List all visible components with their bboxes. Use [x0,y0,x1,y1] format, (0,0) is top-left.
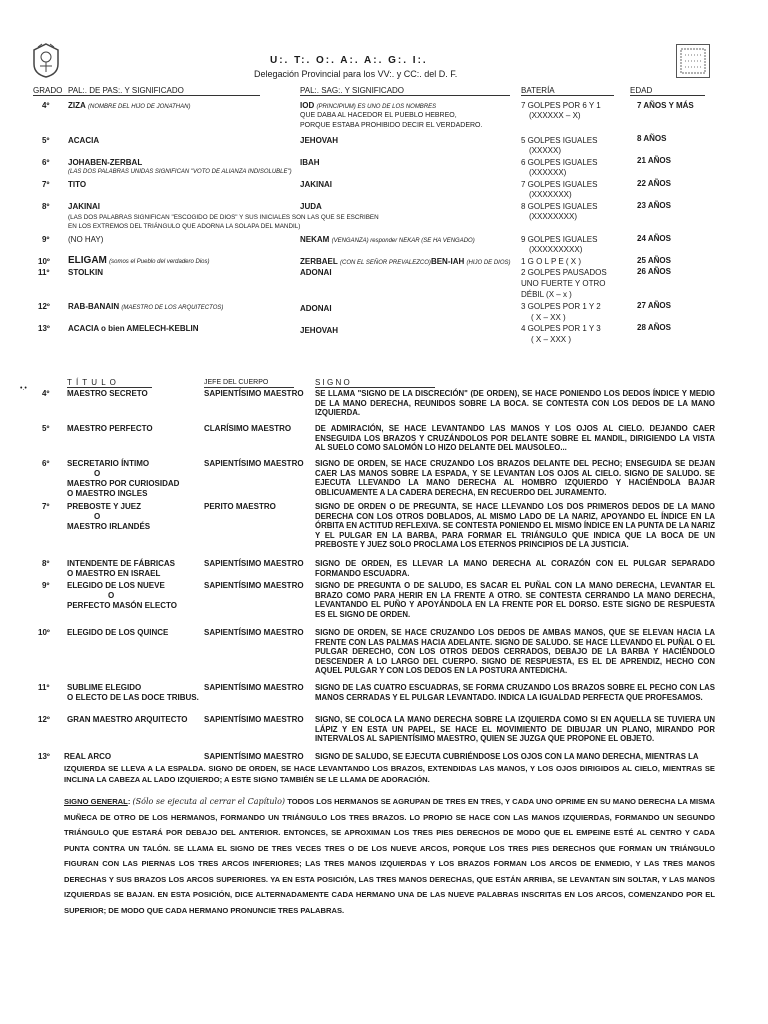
grade-number: 5º [42,136,50,145]
password-word: ACACIA o bien AMELECH-KEBLIN [68,324,199,333]
battery: 6 GOLPES IGUALES [521,158,598,167]
age: 24 AÑOS [637,234,671,243]
header-rule-titulo [67,387,152,388]
age: 28 AÑOS [637,323,671,332]
header-edad: EDAD [630,86,653,95]
sign-grade: 9º [42,581,50,590]
sign-title: INTENDENTE DE FÁBRICAS [67,559,176,568]
sign-title: SECRETARIO ÍNTIMO [67,459,150,468]
sacred-word: JEHOVAH [300,136,339,145]
grade-number: 4º [42,101,50,110]
sign-chief: SAPIENTÍSIMO MAESTRO [204,459,304,468]
sign-description: SIGNO DE PREGUNTA O DE SALUDO, ES SACAR EL PUÑAL CON LA MANO DERECHA, LEVANTAR EL BRAZO COMO PARA HERIR EN LA FRENTE A OTRO. SE CONTESTA CERRANDO LA MANO DERECHA, LEVANTANDO EL PUÑO Y APOYÁNDOLA EN LA FRENTE POR EL DORSO. ESTE SIGNO DE RESPUESTA ES EL SIGNO DE ORDEN. [315,581,715,619]
sacred-word: JAKINAI [300,180,333,189]
header-rule-4 [630,95,705,96]
document-subtitle: Delegación Provincial para los VV:. y CC:. del D. F. [254,69,458,79]
sign-title: REAL ARCO [64,752,112,761]
general-sign-handwritten: (Sólo se ejecuta al cerrar el Capítulo) [132,797,286,806]
sign-description: SIGNO, SE COLOCA LA MANO DERECHA SOBRE LA IZQUIERDA COMO SI EN AQUELLA SE TUVIERA UN LÁPIZ Y EN ESTA UN PAPEL, SE HACE EL MOVIMIENTO DE DIBUJAR UN PLANO, MIRANDO POR INTERVALOS AL SAPIENTÍSIMO MAESTRO, QUIEN SE JUZGA QUE PROPONE EL OBJETO. [315,715,715,743]
header-rule-jefe [204,387,294,388]
sacred-word: ADONAI [300,268,332,277]
sign-title: GRAN MAESTRO ARQUITECTO [67,715,188,724]
age: 25 AÑOS [637,256,671,265]
general-sign-text: TODOS LOS HERMANOS SE AGRUPAN DE TRES EN TRES, Y CADA UNO OPRIME EN SU MANO DERECHA LA MISMA MUÑECA DE OTRO DE LOS HERMANOS, FORMANDO UN TRIÁNGULO LOS TRES BRAZOS. LO PROPIO SE HACE CON LAS MANOS IZQUIERDAS, FORMANDO UN SEGUNDO TRIÁNGULO QUE ESTARÁ POR DEBAJO DEL ANTERIOR. ENTONCES, SE APROXIMAN LOS TRES PIES DERECHOS DE MODO QUE EL EMPEINE ESTÉ AL CENTRO Y CADA PUNTA CONTRA UN TALÓN. SE LLAMA EL SIGNO DE TRES VECES TRES O DE LOS NUEVE ARCOS, PORQUE LOS TRES PIES DERECHOS QUE FORMAN UN TRIÁNGULO FIGURAN CON LAS PIERNAS LOS TRES ARCOS INFERIORES; LAS TRES MANOS IZQUIERDAS Y LOS BRAZOS FORMAN LOS ARCOS DE ENMEDIO, Y LAS TRES MANOS DERECHAS Y SUS BRAZOS LOS ARCOS SUPERIORES. YA EN ESTA POSICIÓN, LAS TRES MANOS DERECHAS, QUE ESTÁN ARRIBA, SE LEVANTAN SIN SOLTAR, Y LAS MANOS IZQUIERDAS SE BAJAN. EN ESTA POSICIÓN, DICE ALTERNADAMENTE CADA HERMANO UNA DE LAS NUEVE PALABRAS INSCRITAS EN LOS ARCOS, COMENZANDO POR EL SUPERIOR; DE MODO QUE CADA HERMANO PRONUNCIE TRES PALABRAS. [64,797,715,915]
password-note: (LAS DOS PALABRAS UNIDAS SIGNIFICAN "VOTO DE ALIANZA INDISOLUBLE") [68,169,292,175]
header-signo: S I G N O [315,378,350,387]
sacred-word: IBAH [300,158,320,167]
grade-number: 6º [42,158,50,167]
battery: 5 GOLPES IGUALES [521,136,598,145]
margin-mark: •.• [20,385,27,392]
battery-line: ( X – XX ) [531,313,566,322]
battery-line: (XXXXXXXX) [529,212,578,221]
sign-description: SIGNO DE ORDEN, SE HACE CRUZANDO LOS DEDOS DE AMBAS MANOS, QUE SE ELEVAN HACIA LA FRENTE CON LAS PALMAS HACIA ADELANTE. SIGNO DE SALUDO. SE HACE LLEVANDO EL PUÑAL O EL PULGAR DERECHO, CON LOS OTROS DEDOS CERRADOS, DEBAJO DE LA BARBA Y HACIÉNDOLO DESCENDER A LO LARGO DEL CUERPO. SIGNO DE RESPUESTA, ES EL DE APRENDIZ, HECHO CON AQUEL PULGAR Y CON LOS DEDOS EN LA POSTURA ANTEDICHA. [315,628,715,675]
sacred-word-line: QUE DABA AL HACEDOR EL PUEBLO HEBREO, [300,112,457,119]
grade-number: 7º [42,180,50,189]
age: 8 AÑOS [637,134,667,143]
sign-grade: 12º [38,715,50,724]
sacred-word: NEKAM (VENGANZA) responder NEKAR (SE HA VENGADO) [300,235,475,244]
age: 7 AÑOS Y MÁS [637,101,694,110]
sign-title-line: O [94,512,101,521]
sign-grade: 10º [38,628,50,637]
header-jefe: JEFE DEL CUERPO [204,379,269,386]
battery-line: UNO FUERTE Y OTRO [521,279,606,288]
battery: 3 GOLPES POR 1 Y 2 [521,302,601,311]
sign-description: DE ADMIRACIÓN, SE HACE LEVANTANDO LAS MANOS Y LOS OJOS AL CIELO. DEJANDO CAER ENSEGUIDA LOS BRAZOS Y CRUZÁNDOLOS POR DELANTE SOBRE EL MANDIL, DIRIGIENDO LA VISTA AL SUELO COMO SALOMÓN LO HIZO DELANTE DEL MAUSOLEO... [315,424,715,452]
password-word: ACACIA [68,136,100,145]
sign-title-line: O [108,591,115,600]
sign-description: SIGNO DE LAS CUATRO ESCUADRAS, SE FORMA CRUZANDO LOS BRAZOS SOBRE EL PECHO CON LAS MANOS CERRADAS Y EL PULGAR LEVANTADO. INDICA LA IGUALDAD PERFECTA QUE PROFESAMOS. [315,683,715,702]
sign-chief: SAPIENTÍSIMO MAESTRO [204,581,304,590]
sign-title-line: O ELECTO DE LAS DOCE TRIBUS. [67,693,199,702]
sign-title: ELEGIDO DE LOS QUINCE [67,628,169,637]
sign-description: SE LLAMA "SIGNO DE LA DISCRECIÓN" (DE ORDEN), SE HACE PONIENDO LOS DEDOS ÍNDICE Y MEDIO DE LA MANO DERECHA, REUNIDOS SOBRE LA BOCA. SE CONTESTA CON LOS DEDOS DE LA MANO IZQUIERDA. [315,389,715,417]
sign-title-line: MAESTRO POR CURIOSIDAD [67,479,180,488]
emblem-right-icon [676,44,710,78]
sign-chief: SAPIENTÍSIMO MAESTRO [204,559,304,568]
sign-chief: CLARÍSIMO MAESTRO [204,424,292,433]
grade-number: 13º [38,324,50,333]
password-word: TITO [68,180,87,189]
sign-title: MAESTRO SECRETO [67,389,148,398]
sign-title-line: O MAESTRO INGLES [67,489,148,498]
sign-description: SIGNO DE ORDEN O DE PREGUNTA, SE HACE LLEVANDO LOS DOS PRIMEROS DEDOS DE LA MANO DERECHA CON LOS OTROS DOBLADOS, AL MISMO LADO DE LA NARIZ, APOYANDO EL ÍNDICE EN LA ÓRBITA EN ACTITUD REFLEXIVA. SE CONTESTA PONIENDO EL MISMO ÍNDICE EN LA PUNTA DE LA NARIZ Y EL PULGAR EN LA BARBA, PARA FORMAR EL TRIÁNGULO QUE INDICA QUE LA BOCA DE UN PREBOSTE Y JUEZ SOLO PROCLAMA LOS ETERNOS PRINCIPIOS DE LA JUSTICIA. [315,502,715,549]
age: 27 AÑOS [637,301,671,310]
grade-number: 9º [42,235,50,244]
sign-title: MAESTRO PERFECTO [67,424,153,433]
password-word: ZIZA (NOMBRE DEL HIJO DE JONATHAN) [68,101,191,110]
header-grado: GRADO [33,86,63,95]
sign-title-line: O MAESTRO EN ISRAEL [67,569,161,578]
age: 23 AÑOS [637,201,671,210]
emblem-left-icon [30,42,62,78]
password-word: RAB-BANAIN (MAESTRO DE LOS ARQUITECTOS) [68,302,224,311]
sign-title: ELEGIDO DE LOS NUEVE [67,581,165,590]
battery-line: DÉBIL (X – x ) [521,290,572,299]
header-titulo: T Í T U L O [67,378,117,387]
header-rule-2 [300,95,510,96]
header-rule-signo [315,387,435,388]
battery: 2 GOLPES PAUSADOS [521,268,607,277]
password-word: (NO HAY) [68,235,104,244]
closing-paragraph: IZQUIERDA SE LLEVA A LA ESPALDA. SIGNO DE ORDEN, SE HACE LEVANTANDO LOS BRAZOS, EXTENDIDAS LAS MANOS, Y LOS OJOS DIRIGIDOS AL CIELO, MIENTRAS SE INCLINA LA CABEZA AL LADO IZQUIERDO; A ESTE SIGNO TAMBIÉN SE LE LLAMA DE ADORACIÓN. [64,764,715,784]
battery: 9 GOLPES IGUALES [521,235,598,244]
sign-description: SIGNO DE SALUDO, SE EJECUTA CUBRIÉNDOSE LOS OJOS CON LA MANO DERECHA, MIENTRAS LA [315,752,699,761]
sacred-word: ADONAI [300,304,332,313]
sign-chief: SAPIENTÍSIMO MAESTRO [204,389,304,398]
header-pal-sag: PAL:. SAG:. Y SIGNIFICADO [300,86,405,95]
sign-grade: 7º [42,502,50,511]
password-word: JAKINAI [68,202,101,211]
password-note: EN LOS EXTREMOS DEL TRIÁNGULO QUE ADORNA LA SOLAPA DEL MANDIL) [68,223,301,230]
sign-grade: 11º [38,683,50,692]
battery-line: (XXXXXXXXX) [529,245,583,254]
header-bateria: BATERÍA [521,86,555,95]
sign-description: SIGNO DE ORDEN, ES LLEVAR LA MANO DERECHA AL CORAZÓN CON EL PULGAR SEPARADO FORMANDO ESCUADRA. [315,559,715,578]
password-word: STOLKIN [68,268,103,277]
sign-grade: 8º [42,559,50,568]
grade-number: 10º [38,257,50,266]
sign-chief: SAPIENTÍSIMO MAESTRO [204,628,304,637]
battery: 4 GOLPES POR 1 Y 3 [521,324,601,333]
password-word: ELIGAM (somos el Pueblo del verdadero Dios) [68,255,210,266]
general-sign-label: SIGNO GENERAL [64,797,128,806]
sign-chief: SAPIENTÍSIMO MAESTRO [204,715,304,724]
battery-line: (XXXXXX – X) [529,111,581,120]
age: 22 AÑOS [637,179,671,188]
sign-title: SUBLIME ELEGIDO [67,683,142,692]
header-rule-3 [521,95,614,96]
sign-chief: SAPIENTÍSIMO MAESTRO [204,752,304,761]
general-sign-paragraph: SIGNO GENERAL: (Sólo se ejecuta al cerrar el Capítulo) TODOS LOS HERMANOS SE AGRUPAN DE TRES EN TRES, Y CADA UNO OPRIME EN SU MANO DERECHA LA MISMA MUÑECA DE OTRO DE LOS HERMANOS, FORMANDO UN TRIÁNGULO LOS TRES BRAZOS. LO PROPIO SE HACE CON LAS MANOS IZQUIERDAS, FORMANDO UN SEGUNDO TRIÁNGULO QUE ESTARÁ POR DEBAJO DEL ANTERIOR. ENTONCES, SE APROXIMAN LOS TRES PIES DERECHOS DE MODO QUE EL EMPEINE ESTÉ AL CENTRO Y CADA PUNTA CONTRA UN TALÓN. SE LLAMA EL SIGNO DE TRES VECES TRES O DE LOS NUEVE ARCOS, PORQUE LOS TRES PIES DERECHOS QUE FORMAN UN TRIÁNGULO FIGURAN CON LAS PIERNAS LOS TRES ARCOS INFERIORES; LAS TRES MANOS IZQUIERDAS Y LOS BRAZOS FORMAN LOS ARCOS DE ENMEDIO, Y LAS TRES MANOS DERECHAS Y SUS BRAZOS LOS ARCOS SUPERIORES. YA EN ESTA POSICIÓN, LAS TRES MANOS DERECHAS, QUE ESTÁN ARRIBA, SE LEVANTAN SIN SOLTAR, Y LAS MANOS IZQUIERDAS SE BAJAN. EN ESTA POSICIÓN, DICE ALTERNADAMENTE CADA HERMANO UNA DE LAS NUEVE PALABRAS INSCRITAS EN LOS ARCOS, COMENZANDO POR EL SUPERIOR; DE MODO QUE CADA HERMANO PRONUNCIE TRES PALABRAS. [64,797,715,915]
age: 26 AÑOS [637,267,671,276]
sign-description: SIGNO DE ORDEN, SE HACE CRUZANDO LOS BRAZOS DELANTE DEL PECHO; ENSEGUIDA SE DEJAN CAER LAS MANOS SOBRE LA ESPADA, Y SE LEVANTAN LOS OJOS AL CIELO. SIGNO DE SALUDO. SE EJECUTA LLEVANDO LA MANO DERECHA AL HOMBRO IZQUIERDO Y HACIÉNDOLA BAJAR OBLICUAMENTE A LA CADERA DERECHA, EN RECUERDO DEL JURAMENTO. [315,459,715,497]
battery: 7 GOLPES POR 6 Y 1 [521,101,601,110]
battery-line: (XXXXX) [529,146,562,155]
sacred-word: JEHOVAH [300,326,339,335]
sacred-word-line: PORQUE ESTABA PROHIBIDO DECIR EL VERDADERO. [300,122,483,129]
battery-line: ( X – XXX ) [531,335,572,344]
battery: 7 GOLPES IGUALES [521,180,598,189]
sign-title-line: PERFECTO MASÓN ELECTO [67,601,177,610]
sign-title-line: MAESTRO IRLANDÉS [67,522,151,531]
password-word: JOHABEN-ZERBAL [68,158,143,167]
sign-chief: SAPIENTÍSIMO MAESTRO [204,683,304,692]
sacred-word: JUDA [300,202,322,211]
battery-line: (XXXXXX) [529,168,567,177]
sign-title-line: O [94,469,101,478]
grade-number: 12º [38,302,50,311]
header-pal-pas: PAL:. DE PAS:. Y SIGNIFICADO [68,86,184,95]
grade-number: 8º [42,202,50,211]
battery-line: (XXXXXXX) [529,190,572,199]
document-title: U:. T:. O:. A:. A:. G:. I:. [270,55,428,66]
sign-grade: 13º [38,752,50,761]
sign-grade: 4º [42,389,50,398]
sacred-word: ZERBAEL (CON EL SEÑOR PREVALEZCO)BEN-IAH (HIJO DE DIOS) [300,257,511,266]
age: 21 AÑOS [637,156,671,165]
sign-chief: PERITO MAESTRO [204,502,276,511]
battery: 8 GOLPES IGUALES [521,202,598,211]
sign-title: PREBOSTE Y JUEZ [67,502,141,511]
password-note: (LAS DOS PALABRAS SIGNIFICAN "ESCOGIDO DE DIOS" Y SUS INICIALES SON LAS QUE SE ESCRIBEN [68,214,379,221]
header-rule-1 [33,95,260,96]
sign-grade: 6º [42,459,50,468]
sign-grade: 5º [42,424,50,433]
sacred-word: IOD (PRINCIPIUM) ES UNO DE LOS NOMBRES [300,101,437,110]
battery: 1 G O L P E ( X ) [521,257,582,266]
grade-number: 11º [38,268,50,277]
